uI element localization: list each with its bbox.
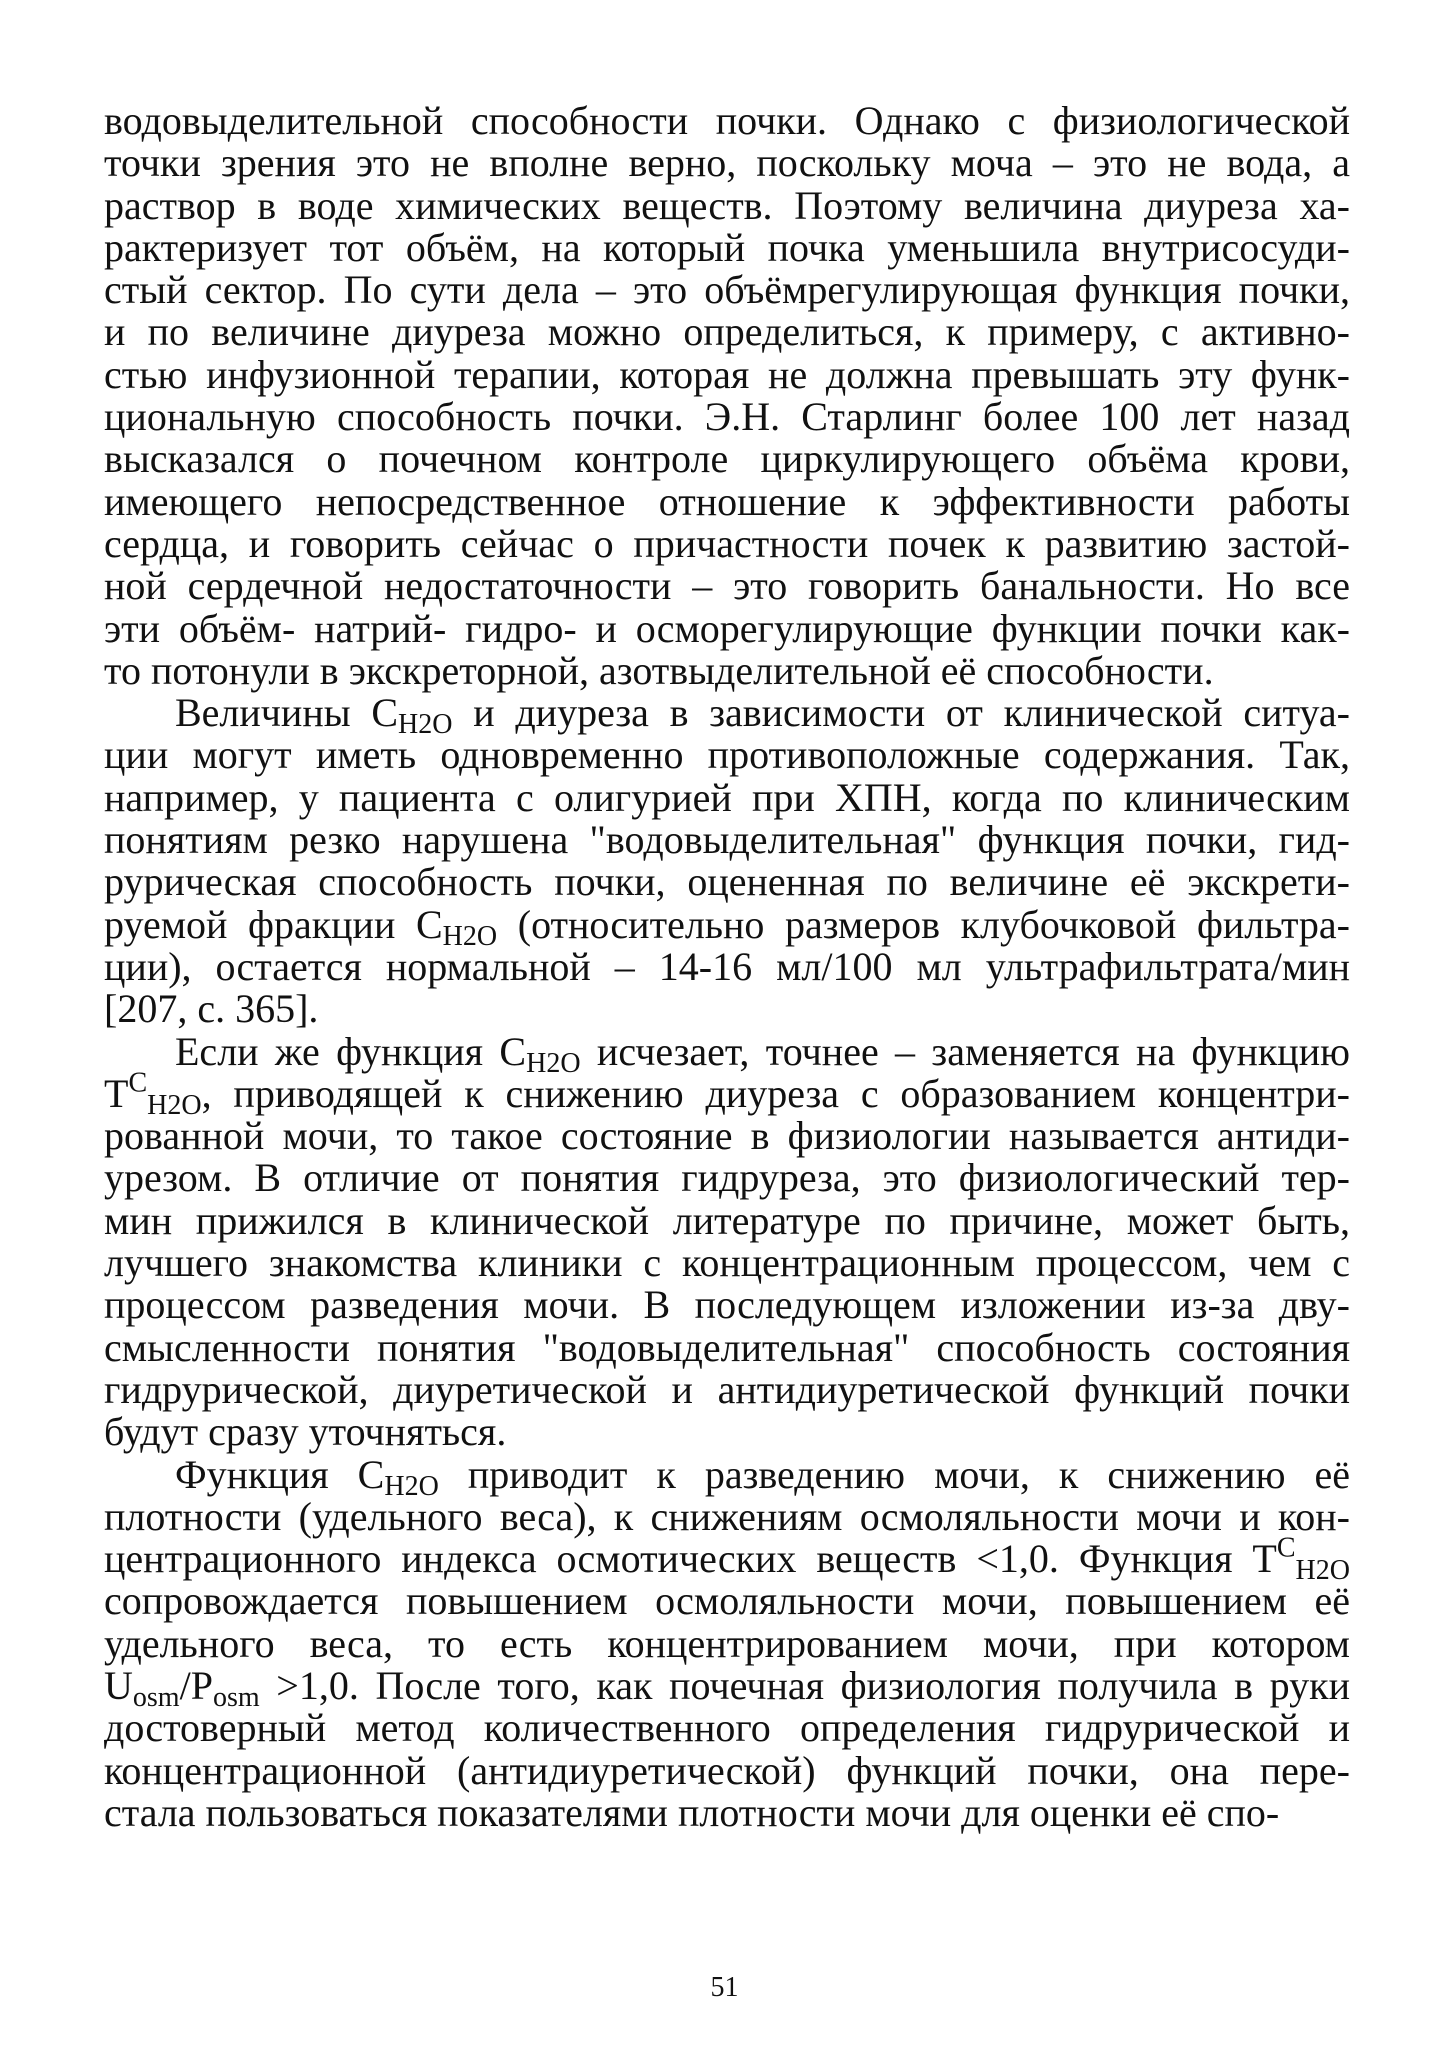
text-line: концентрационной (антидиуретической) функций почки, она пере- [104,1747,1350,1793]
text-line: лучшего знакомства клиники с концентрационным процессом, чем с [104,1240,1350,1286]
text-line: [207, с. 365]. [104,986,319,1032]
paragraph [104,692,1350,1030]
paragraph [104,1028,1350,1455]
text-line: стью инфузионной терапии, которая не должна превышать эту функ- [104,351,1350,397]
text-line: урезом. В отличие от понятия гидруреза, это физиологический тер- [104,1155,1350,1201]
text-line: $T^C_{H2O}$, приводящей к снижению диуреза с образованием концентри- [104,1067,1350,1121]
text-line: Величины $C_{H2O}$ и диуреза в зависимости от клинической ситуа- [175,690,1350,741]
text-line: ной сердечной недостаточности – это говорить банальности. Но все [104,563,1350,609]
text-line: высказался о почечном контроле циркулирующего объёма крови, [104,436,1350,482]
text-line: рурическая способность почки, оцененная по величине её экскрети- [104,859,1350,905]
text-line: раствор в воде химических веществ. Поэтому величина диуреза ха- [104,182,1350,228]
text-line: Функция $C_{H2O}$ приводит к разведению мочи, к снижению её [175,1451,1350,1502]
text-line: рованной мочи, то такое состояние в физиологии называется антиди- [104,1113,1350,1159]
text-line: стала пользоваться показателями плотности мочи для оценки её спо- [104,1789,1280,1835]
body-text [104,100,1350,1834]
text-line: ции), остается нормальной – 14-16 мл/100 мл ультрафильтрата/мин [104,943,1350,989]
text-line: процессом разведения мочи. В последующем изложении из-за дву- [104,1282,1350,1328]
text-line: гидрурической, диуретической и антидиуретической функций почки [104,1366,1350,1412]
text-line: точки зрения это не вполне верно, поскольку моча – это не вода, а [104,140,1350,186]
text-line: плотности (удельного веса), к снижениям осмоляльности мочи и кон- [104,1493,1350,1539]
text-line: центрационного индекса осмотических веществ <1,0. Функция $T^C_{H2O}$ [104,1532,1350,1587]
text-line: рактеризует тот объём, на который почка уменьшила внутрисосуди- [104,224,1350,270]
text-line: смысленности понятия "водовыделительная" способность состояния [104,1324,1350,1370]
text-line: и по величине диуреза можно определиться, к примеру, с активно- [104,309,1350,355]
text-line: сердца, и говорить сейчас о причастности почек к развитию застой- [104,520,1350,566]
text-line: то потонули в экскреторной, азотвыделительной её способности. [104,647,1214,693]
text-line: $U_{osm}/P_{osm} >1,0$. После того, как почечная физиология получила в руки [104,1662,1350,1713]
text-line: водовыделительной способности почки. Однако с физиологической [104,98,1350,143]
text-line: достоверный метод количественного определения гидрурической и [104,1705,1350,1751]
text-line: мин прижился в клинической литературе по причине, может быть, [104,1197,1350,1243]
paragraph [104,1451,1350,1835]
text-line: эти объём- натрий- гидро- и осморегулирующие функции почки как- [104,605,1350,651]
text-line: Если же функция $C_{H2O}$ исчезает, точнее – заменяется на функцию [175,1028,1350,1079]
text-line: удельного веса, то есть концентрированием мочи, при котором [104,1620,1350,1666]
text-line: циональную способность почки. Э.Н. Старлинг более 100 лет назад [104,394,1350,440]
page-number: 51 [710,1972,739,2003]
text-line: руемой фракции $C_{H2O}$ (относительно размеров клубочковой фильтра- [104,901,1351,952]
paragraph [104,100,1350,692]
text-line: сопровождается повышением осмоляльности мочи, повышением её [104,1578,1350,1624]
text-line: понятиям резко нарушена "водовыделительная" функция почки, гид- [104,817,1350,863]
text-line: будут сразу уточняться. [104,1409,507,1455]
text-line: стый сектор. По сути дела – это объёмрегулирующая функция почки, [104,267,1350,313]
text-line: ции могут иметь одновременно противоположные содержания. Так, [104,732,1350,778]
text-line: имеющего непосредственное отношение к эффективности работы [104,478,1350,524]
text-line: например, у пациента с олигурией при ХПН, когда по клиническим [104,774,1350,820]
